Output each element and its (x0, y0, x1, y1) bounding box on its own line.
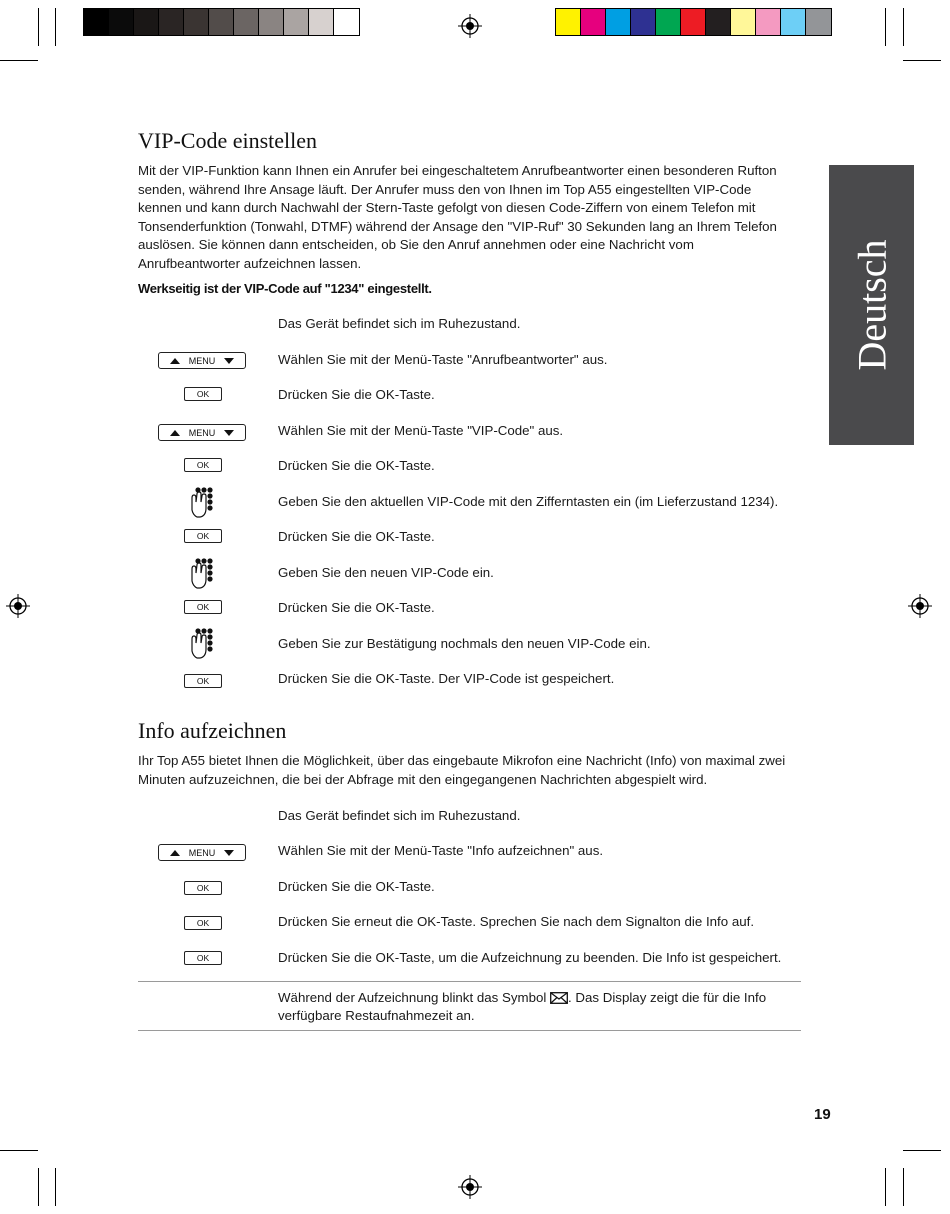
ok-key-icon: OK (184, 600, 222, 614)
language-tab (829, 165, 914, 445)
section-title-vip-code: VIP-Code einstellen (138, 128, 318, 153)
crop-mark (38, 8, 39, 46)
envelope-icon (550, 992, 568, 1004)
crop-mark (903, 60, 941, 61)
keypad-finger-icon (190, 627, 218, 661)
crop-mark (0, 60, 38, 61)
color-swatch (706, 9, 731, 35)
color-swatch (234, 9, 259, 35)
crop-mark (38, 1168, 39, 1206)
keypad-finger-icon (190, 486, 218, 520)
registration-mark-icon (908, 594, 932, 618)
info-step-text: Drücken Sie die OK-Taste, um die Aufzeichnung zu beenden. Die Info ist gespeichert. (278, 950, 782, 965)
registration-mark-icon (6, 594, 30, 618)
vip-step-text: Wählen Sie mit der Menü-Taste "VIP-Code" aus. (278, 423, 564, 438)
color-swatch (606, 9, 631, 35)
menu-key-icon: MENU (158, 424, 246, 441)
info-step-text: Drücken Sie die OK-Taste. (278, 879, 435, 894)
info-step-text: Drücken Sie erneut die OK-Taste. Sprechen Sie nach dem Signalton die Info auf. (278, 914, 755, 929)
language-tab-label: Deutsch (849, 239, 894, 371)
registration-mark-icon (458, 14, 482, 38)
keypad-finger-icon (190, 557, 218, 591)
color-bar (555, 8, 832, 36)
vip-step-text: Drücken Sie die OK-Taste. Der VIP-Code ist gespeichert. (278, 671, 615, 686)
color-swatch (656, 9, 681, 35)
info-hint-text: Während der Aufzeichnung blinkt das Symbol . Das Display zeigt die für die Info verfügbare Restaufnahmezeit an. (278, 990, 767, 1023)
crop-mark (903, 1168, 904, 1206)
color-swatch (756, 9, 781, 35)
vip-step-text: Wählen Sie mit der Menü-Taste "Anrufbeantworter" aus. (278, 352, 608, 367)
vip-intro-paragraph: Mit der VIP-Funktion kann Ihnen ein Anrufer bei eingeschaltetem Anrufbeantworter einen besonderen Rufton senden, während Ihre Ansage läuft. Der Anrufer muss den von Ihnen im Top A55 eingestellten VIP-Code kennen und kann durch Nachwahl der Stern-Taste gefolgt von diesen Code-Ziffern von einem Telefon mit Tonsenderfunktion (Tonwahl, DTMF) während der Ansage den "VIP-Ruf" 30 Sekunden lang an Ihrem Telefon auslösen. Sie können dann entscheiden, ob Sie den Anruf annehmen oder eine Nachricht vom Anrufbeantworter aufzeichnen lassen. (138, 163, 777, 271)
crop-mark (55, 1168, 56, 1206)
color-swatch (631, 9, 656, 35)
page-number: 19 (814, 1106, 831, 1123)
ok-key-icon: OK (184, 529, 222, 543)
color-swatch (556, 9, 581, 35)
divider (138, 1030, 801, 1031)
color-swatch (781, 9, 806, 35)
color-swatch (184, 9, 209, 35)
crop-mark (903, 1150, 941, 1151)
color-swatch (581, 9, 606, 35)
vip-step-text: Drücken Sie die OK-Taste. (278, 458, 435, 473)
vip-default-note: Werkseitig ist der VIP-Code auf "1234" eingestellt. (138, 281, 432, 296)
vip-step-text: Drücken Sie die OK-Taste. (278, 387, 435, 402)
ok-key-icon: OK (184, 951, 222, 965)
crop-mark (903, 8, 904, 46)
menu-key-icon: MENU (158, 844, 246, 861)
crop-mark (0, 1150, 38, 1151)
info-intro-paragraph: Ihr Top A55 bietet Ihnen die Möglichkeit, über das eingebaute Mikrofon eine Nachricht (Info) von maximal zwei Minuten aufzuzeichnen, die bei der Abfrage mit den eingegangenen Nachrichten abgespielt wird. (138, 753, 786, 787)
crop-mark (885, 8, 886, 46)
ok-key-icon: OK (184, 916, 222, 930)
section-title-info: Info aufzeichnen (138, 718, 287, 743)
vip-step-text: Drücken Sie die OK-Taste. (278, 600, 435, 615)
color-swatch (209, 9, 234, 35)
color-swatch (284, 9, 309, 35)
info-step-text: Das Gerät befindet sich im Ruhezustand. (278, 808, 521, 823)
info-step-text: Wählen Sie mit der Menü-Taste "Info aufzeichnen" aus. (278, 843, 604, 858)
vip-step-text: Geben Sie den neuen VIP-Code ein. (278, 565, 494, 580)
ok-key-icon: OK (184, 458, 222, 472)
ok-key-icon: OK (184, 674, 222, 688)
color-swatch (134, 9, 159, 35)
registration-mark-icon (458, 1175, 482, 1199)
color-swatch (259, 9, 284, 35)
color-swatch (109, 9, 134, 35)
color-swatch (806, 9, 831, 35)
divider (138, 981, 801, 982)
ok-key-icon: OK (184, 881, 222, 895)
crop-mark (55, 8, 56, 46)
ok-key-icon: OK (184, 387, 222, 401)
menu-key-icon: MENU (158, 352, 246, 369)
color-swatch (731, 9, 756, 35)
color-swatch (84, 9, 109, 35)
crop-mark (885, 1168, 886, 1206)
gray-scale-bar (83, 8, 360, 36)
color-swatch (309, 9, 334, 35)
vip-step-text: Das Gerät befindet sich im Ruhezustand. (278, 316, 521, 331)
color-swatch (681, 9, 706, 35)
vip-step-text: Drücken Sie die OK-Taste. (278, 529, 435, 544)
vip-step-text: Geben Sie zur Bestätigung nochmals den neuen VIP-Code ein. (278, 636, 651, 651)
color-swatch (159, 9, 184, 35)
color-swatch (334, 9, 359, 35)
vip-step-text: Geben Sie den aktuellen VIP-Code mit den Zifferntasten ein (im Lieferzustand 1234). (278, 494, 779, 509)
